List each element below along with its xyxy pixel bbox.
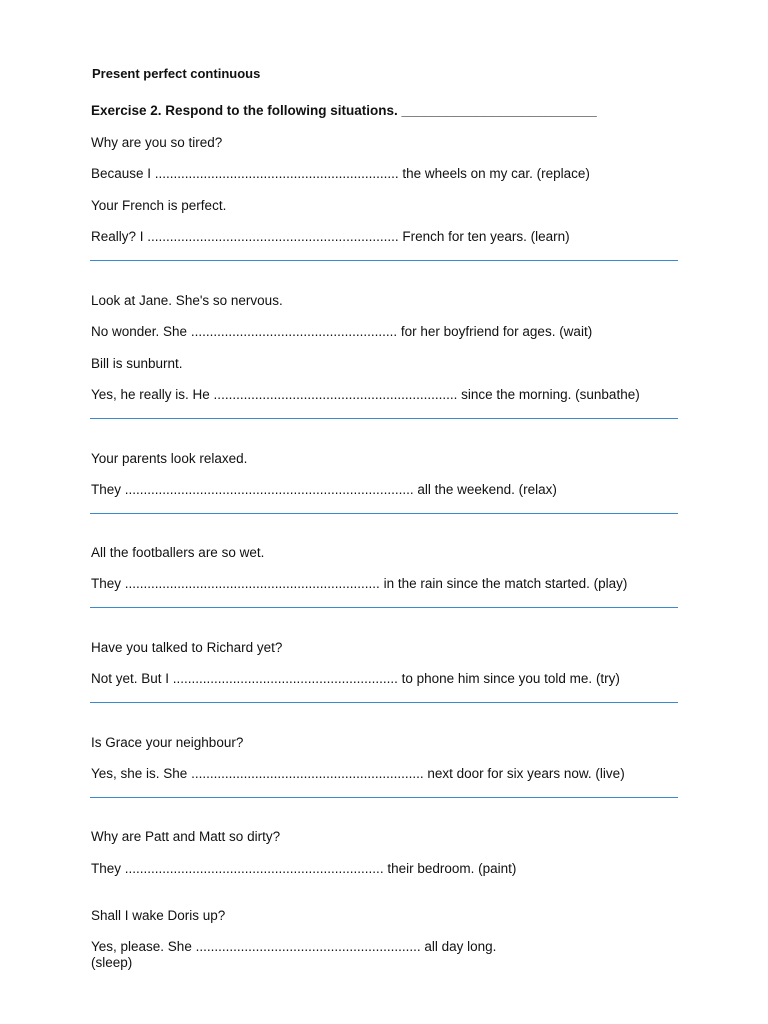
response-text: They ..................................................................... their bedroom. (paint) xyxy=(91,861,517,876)
section-divider xyxy=(90,513,678,514)
response-text: Yes, please. She ............................................................ all day long. xyxy=(91,939,497,954)
response-text-continued: (sleep) xyxy=(91,955,133,970)
response-text: Really? I ................................................................... French for ten years. (learn) xyxy=(91,229,570,244)
situation-text: Why are you so tired? xyxy=(91,135,223,150)
response-text: They .................................................................... in the rain since the match started. (play) xyxy=(91,576,628,591)
situation-text: Is Grace your neighbour? xyxy=(91,735,244,750)
response-text: Not yet. But I ............................................................ to phone him since you told me. (try) xyxy=(91,671,620,686)
section-divider xyxy=(90,418,678,419)
response-text: No wonder. She ....................................................... for her boyfriend for ages. (wait) xyxy=(91,324,593,339)
section-divider xyxy=(90,260,678,261)
response-text: Because I ................................................................. the wheels on my car. (replace) xyxy=(91,166,590,181)
situation-text: Your French is perfect. xyxy=(91,198,227,213)
situation-text: Look at Jane. She's so nervous. xyxy=(91,293,283,308)
situation-text: Why are Patt and Matt so dirty? xyxy=(91,829,281,844)
situation-text: Shall I wake Doris up? xyxy=(91,908,226,923)
page-title: Present perfect continuous xyxy=(92,66,261,81)
situation-text: Bill is sunburnt. xyxy=(91,356,183,371)
response-text: They ............................................................................. all the weekend. (relax) xyxy=(91,482,557,497)
section-divider xyxy=(90,797,678,798)
situation-text: All the footballers are so wet. xyxy=(91,545,265,560)
response-text: Yes, he really is. He ................................................................. since the morning. (sunbathe) xyxy=(91,387,640,402)
section-divider xyxy=(90,607,678,608)
exercise-heading: Exercise 2. Respond to the following situations. __________________________ xyxy=(91,103,597,118)
situation-text: Have you talked to Richard yet? xyxy=(91,640,283,655)
section-divider xyxy=(90,702,678,703)
situation-text: Your parents look relaxed. xyxy=(91,451,248,466)
response-text: Yes, she is. She .............................................................. next door for six years now. (live) xyxy=(91,766,625,781)
